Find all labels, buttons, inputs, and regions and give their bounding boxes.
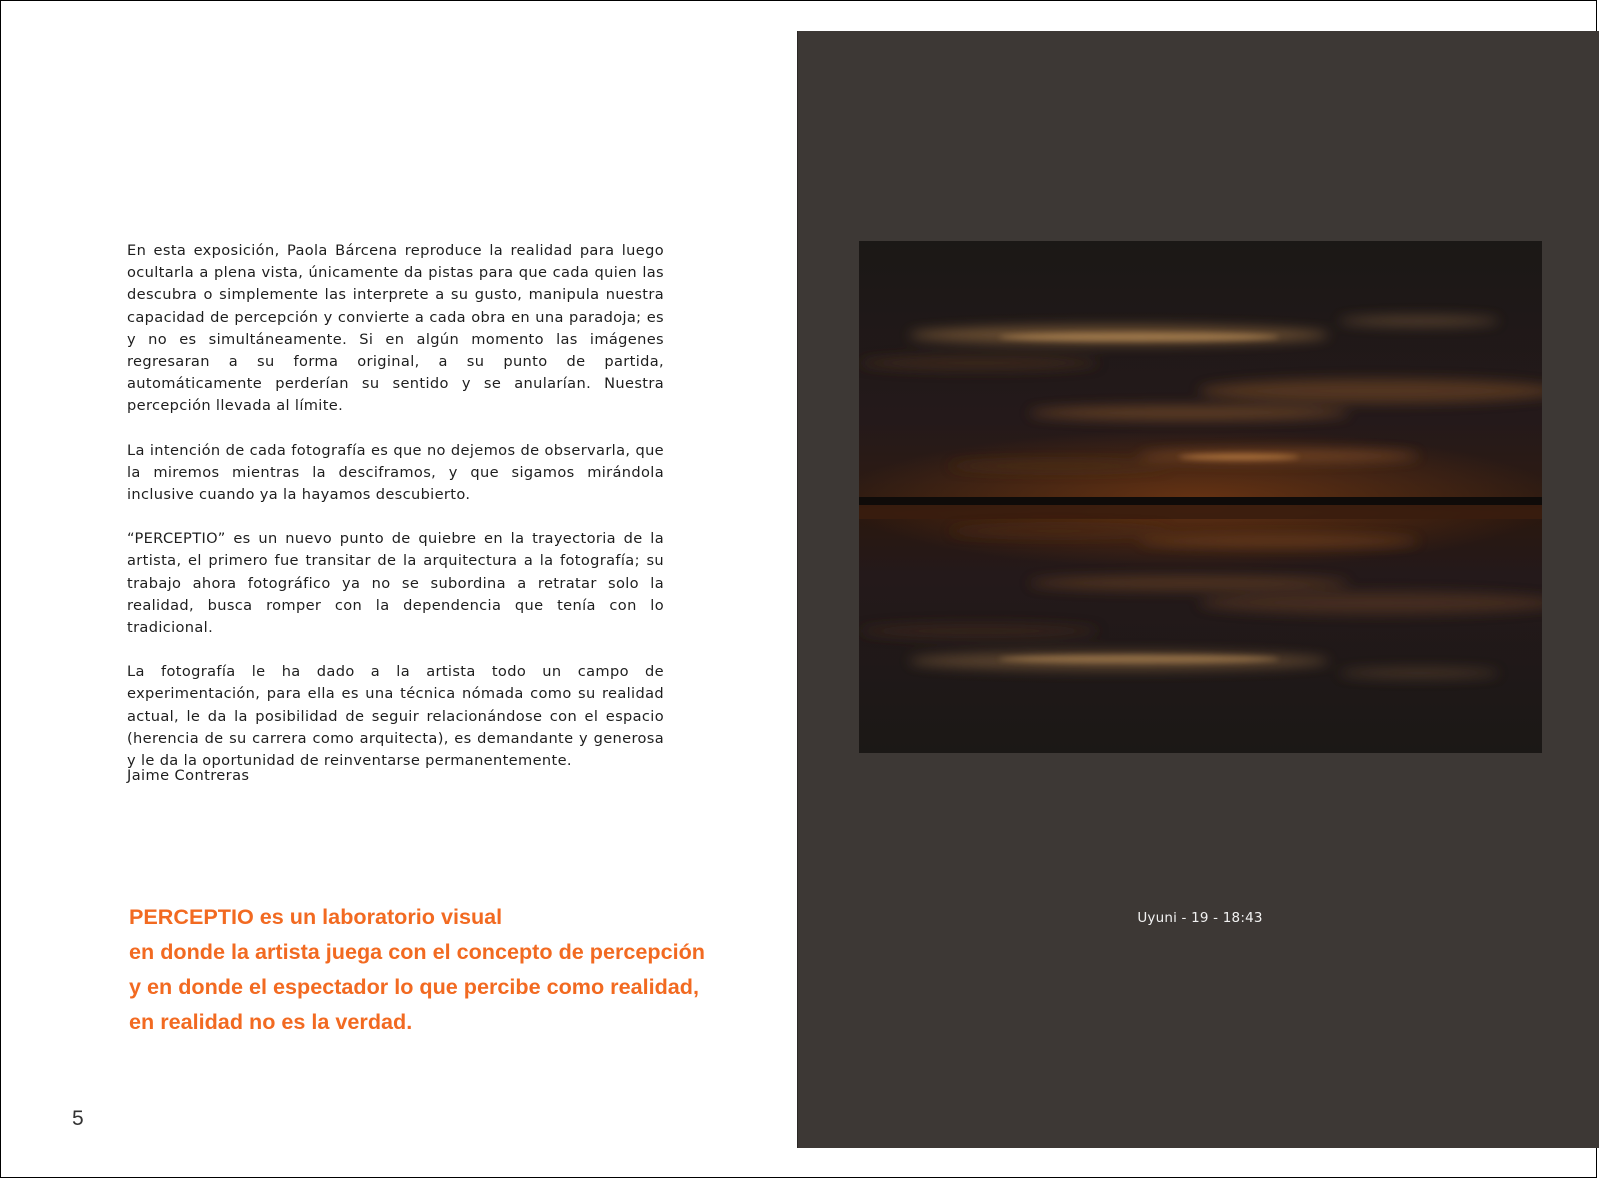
essay-text bbox=[127, 240, 664, 794]
essay-paragraph-4: La fotografía le ha dado a la artista todo un campo de experimentación, para ella es una técnica nómada como su realidad actual, le da la posibilidad de seguir relacionándose con el espacio (herencia de su carrera como arquitecta), es demandante y generosa y le da la oportunidad de reinventarse permanentemente. bbox=[127, 663, 664, 770]
essay-paragraph-1: En esta exposición, Paola Bárcena reproduce la realidad para luego ocultarla a plena vista, únicamente da pistas para que cada quien las descubra o simplemente las interprete a su gusto, manipula nuestra capacidad de percepción y convierte a cada obra en una paradoja; es y no es simultáneamente. Si en algún momento las imágenes regresaran a su forma original, a su punto de partida, automáticamente perderían su sentido y se anularían. Nuestra percepción llevada al límite. bbox=[127, 242, 664, 415]
page-number: 5 bbox=[72, 1107, 84, 1130]
pull-quote bbox=[129, 899, 705, 1039]
pull-quote-line-3: y en donde el espectador lo que percibe como realidad, bbox=[129, 974, 699, 999]
sunset-reflection-image bbox=[859, 241, 1542, 753]
essay-paragraph-3: “PERCEPTIO” es un nuevo punto de quiebre en la trayectoria de la artista, el primero fue transitar de la arquitectura a la fotografía; su trabajo ahora fotográfico ya no se subordina a retratar solo la realidad, busca romper con la dependencia que tenía con lo tradicional. bbox=[127, 530, 664, 637]
photo-caption: Uyuni - 19 - 18:43 bbox=[1137, 910, 1263, 926]
pull-quote-line-2: en donde la artista juega con el concepto de percepción bbox=[129, 939, 705, 964]
uyuni-photograph bbox=[859, 241, 1542, 753]
pull-quote-line-1: PERCEPTIO es un laboratorio visual bbox=[129, 904, 503, 929]
essay-author: Jaime Contreras bbox=[127, 767, 250, 784]
pull-quote-line-4: en realidad no es la verdad. bbox=[129, 1009, 413, 1034]
essay-paragraph-2: La intención de cada fotografía es que no dejemos de observarla, que la miremos mientras la desciframos, y que sigamos mirándola inclusive cuando ya la hayamos descubierto. bbox=[127, 441, 664, 504]
